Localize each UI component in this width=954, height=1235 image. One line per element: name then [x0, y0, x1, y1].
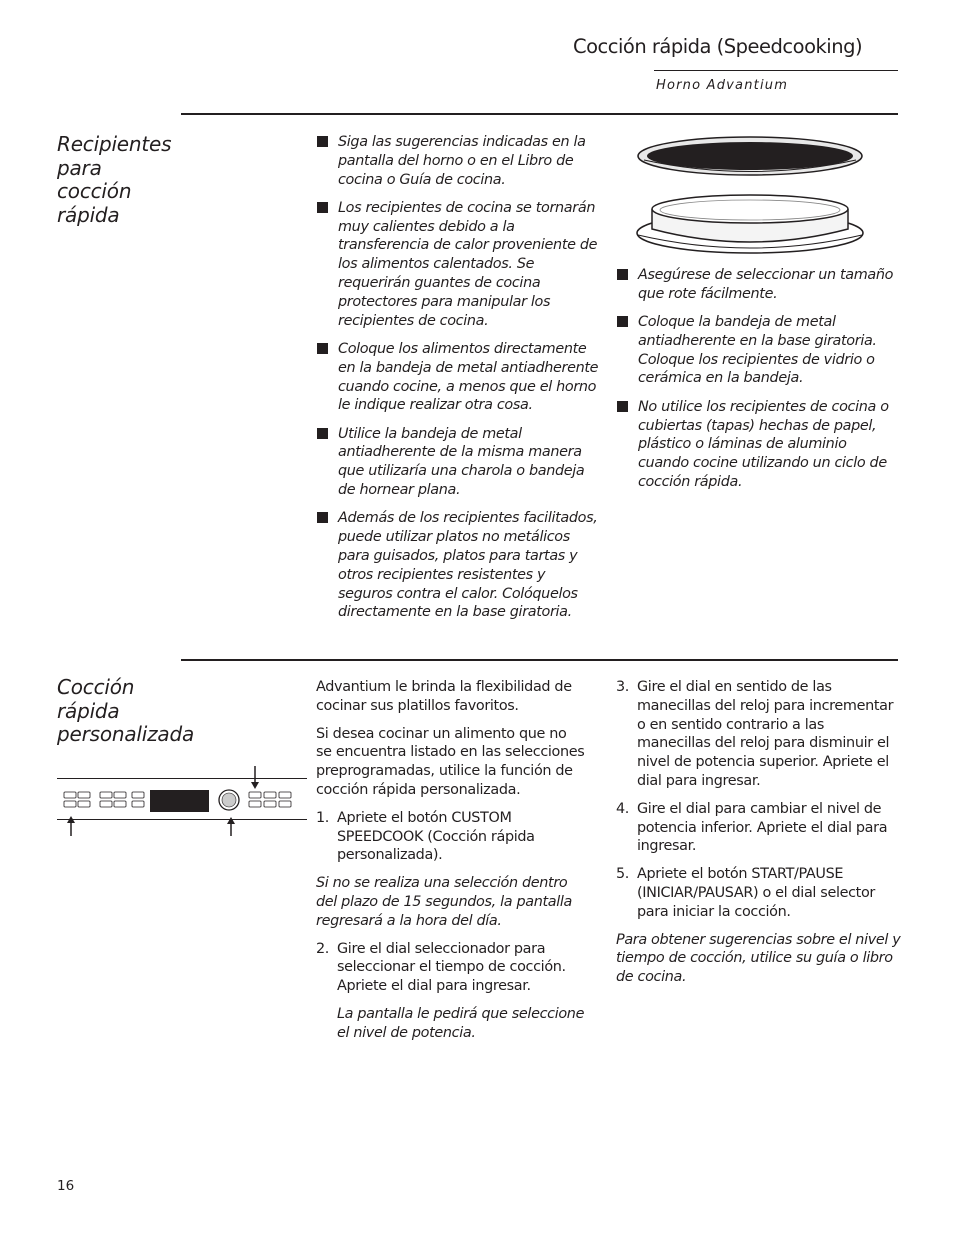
- bullet-square-icon: [617, 316, 628, 327]
- section-divider: [181, 113, 898, 115]
- page-title: Cocción rápida (Speedcooking): [573, 35, 863, 58]
- list-item: Coloque la bandeja de metal antiadherente en la base giratoria. Coloque los recipientes de vidrio o cerámica en la bandeja.: [616, 313, 901, 388]
- bullet-square-icon: [617, 269, 628, 280]
- control-panel-illustration: [57, 764, 307, 842]
- step-3: 3. Gire el dial en sentido de las manecillas del reloj para incrementar o en sentido contrario a las manecillas del reloj para disminuir el nivel de potencia superior. Apriete el dial para ingresar.: [616, 679, 894, 789]
- note-power-level: La pantalla le pedirá que seleccione el nivel de potencia.: [337, 1005, 585, 1041]
- section-heading-coccion-personalizada: Cocción rápida personalizada: [57, 675, 195, 746]
- bullet-square-icon: [317, 202, 328, 213]
- bullet-square-icon: [317, 512, 328, 523]
- page-subtitle: Horno Advantium: [656, 78, 789, 93]
- list-item: Utilice la bandeja de metal antiadherente de la misma manera que utilizaría una charola o bandeja de hornear plana.: [316, 425, 601, 500]
- step-5: 5. Apriete el botón START/PAUSE (INICIAR/PAUSAR) o el dial selector para iniciar la cocción.: [616, 866, 875, 920]
- list-item: No utilice los recipientes de cocina o cubiertas (tapas) hechas de papel, plástico o láminas de aluminio cuando cocine utilizando un ciclo de cocción rápida.: [616, 398, 901, 492]
- intro-paragraph: Advantium le brinda la flexibilidad de cocinar sus platillos favoritos.: [316, 679, 572, 714]
- list-item: Siga las sugerencias indicadas en la pantalla del horno o en el Libro de cocina o Guía de cocina.: [316, 133, 601, 189]
- bullet-list-right: [616, 266, 901, 501]
- section-heading-recipientes: Recipientes para cocción rápida: [57, 132, 172, 227]
- list-item: Asegúrese de seleccionar un tamaño que rote fácilmente.: [616, 266, 901, 304]
- step-4: 4. Gire el dial para cambiar el nivel de potencia inferior. Apriete el dial para ingresar.: [616, 800, 888, 855]
- intro-paragraph: Si desea cocinar un alimento que no se encuentra listado en las selecciones preprogramadas, utilice la función de cocción rápida personalizada.: [316, 725, 585, 798]
- instructions-column-right: [616, 678, 901, 987]
- instructions-column-middle: [316, 678, 586, 1043]
- bullet-square-icon: [317, 428, 328, 439]
- title-rule: [654, 70, 898, 71]
- list-item: Los recipientes de cocina se tornarán muy calientes debido a la transferencia de calor proveniente de los alimentos calentados. Se requerirán guantes de cocina protectores para manipular los recipientes de cocina.: [316, 199, 601, 331]
- list-item: Además de los recipientes facilitados, puede utilizar platos no metálicos para guisados, platos para tartas y otros recipientes resistentes y seguros contra el calor. Colóquelos directamente en la base giratoria.: [316, 509, 601, 622]
- note-cookbook: Para obtener sugerencias sobre el nivel y tiempo de cocción, utilice su guía o libro de cocina.: [616, 931, 901, 986]
- section-divider: [181, 659, 898, 661]
- cooking-trays-illustration: [632, 135, 868, 259]
- bullet-square-icon: [317, 343, 328, 354]
- step-2: 2. Gire el dial seleccionador para seleccionar el tiempo de cocción. Apriete el dial para ingresar.: [316, 940, 566, 995]
- list-item: Coloque los alimentos directamente en la bandeja de metal antiadherente cuando cocine, a menos que el horno le indique realizar otra cosa.: [316, 340, 601, 415]
- step-1: 1. Apriete el botón CUSTOM SPEEDCOOK (Cocción rápida personalizada).: [316, 809, 535, 864]
- bullet-square-icon: [617, 401, 628, 412]
- bullet-square-icon: [317, 136, 328, 147]
- page-number: 16: [57, 1178, 75, 1194]
- note-timeout: Si no se realiza una selección dentro del plazo de 15 segundos, la pantalla regresará a la hora del día.: [316, 875, 572, 929]
- bullet-list-left: [316, 133, 601, 632]
